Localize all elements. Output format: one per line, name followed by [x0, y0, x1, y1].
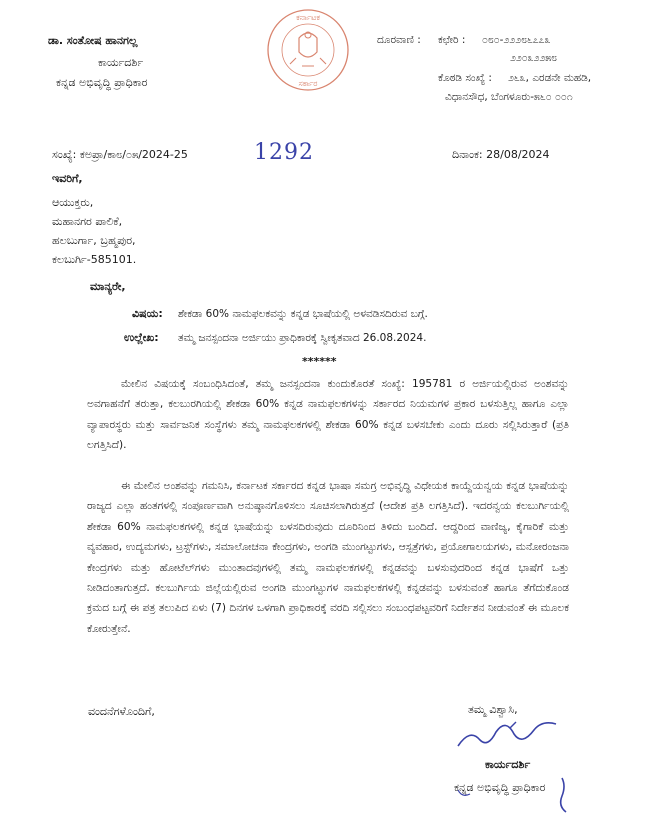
handwritten-reference-number: 1292	[254, 140, 314, 165]
addressee-line: ಮಹಾನಗರ ಪಾಲಿಕೆ,	[52, 215, 123, 228]
phone-number-2: ೨೨೦೩೨೨೫೮	[510, 52, 558, 64]
sender-name: ಡಾ. ಸಂತೋಷ ಹಾನಗಲ್ಲ	[48, 34, 138, 47]
separator: ******	[302, 355, 337, 368]
signature	[452, 718, 562, 754]
subject-label: ವಿಷಯ:	[132, 307, 163, 320]
yours-faithfully: ತಮ್ಮ ವಿಶ್ವಾಸಿ,	[468, 703, 518, 716]
seal-bottom-text: ಸರ್ಕಾರ	[298, 79, 318, 88]
reference-number: ಸಂಖ್ಯೆ: ಕಅಪ್ರಾ/ಕಾ೮/೦೫/2024-25	[52, 148, 188, 161]
address-line: ವಿಧಾನಸೌಧ, ಬೆಂಗಳೂರು-೫೬೦ ೦೦೧	[445, 91, 573, 103]
body-paragraph-1: ಮೇಲಿನ ವಿಷಯಕ್ಕೆ ಸಂಬಂಧಿಸಿದಂತೆ, ತಮ್ಮ ಜನಸ್ಪಂದನಾ ಕುಂದುಕೊರತೆ ಸಂಖ್ಯೆ: 195781 ರ ಅರ್ಜಿಯಲ್ಲಿರುವ ಅಂಶವನ್ನು ಅವಗಾಹನೆಗೆ ತರುತ್ತಾ, ಕಲಬುರಗಿಯಲ್ಲಿ ಶೇಕಡಾ 60% ಕನ್ನಡ ನಾಮಫಲಕಗಳನ್ನು ಸರ್ಕಾರದ ನಿಯಮಗಳ ಪ್ರಕಾರ ಬಳಸುತ್ತಿಲ್ಲ ಹಾಗೂ ಎಲ್ಲಾ ವ್ಯಾಪಾರಸ್ಥರು ಮತ್ತು ಸಾರ್ವಜನಿಕ ಸಂಸ್ಥೆಗಳು ತಮ್ಮ ನಾಮಫಲಕಗಳಲ್ಲಿ ಶೇಕಡಾ 60% ಕನ್ನಡ ಬಳಸಬೇಕು ಎಂದು ದೂರು ಸಲ್ಲಿಸಿರುತ್ತಾರೆ (ಪ್ರತಿ ಲಗತ್ತಿಸಿದೆ).	[87, 378, 569, 452]
phone-number-1: ೦೮೦-೨೨೨೮೬೭೭೩	[482, 34, 551, 46]
letter-date: ದಿನಾಂಕ: 28/08/2024	[452, 148, 550, 161]
seal-top-text: ಕರ್ನಾಟಕ	[296, 13, 320, 22]
body-paragraph-2: ಈ ಮೇಲಿನ ಅಂಶವನ್ನು ಗಮನಿಸಿ, ಕರ್ನಾಟಕ ಸರ್ಕಾರದ ಕನ್ನಡ ಭಾಷಾ ಸಮಗ್ರ ಅಭಿವೃದ್ಧಿ ವಿಧೇಯಕ ಕಾಯ್ದೆಯನ್ವಯ ಕನ್ನಡ ಭಾಷೆಯನ್ನು ರಾಜ್ಯದ ಎಲ್ಲಾ ಹಂತಗಳಲ್ಲಿ ಸಂಪೂರ್ಣವಾಗಿ ಅನುಷ್ಠಾನಗೊಳಿಸಲು ಸೂಚಿಸಲಾಗಿರುತ್ತದೆ (ಆದೇಶ ಪ್ರತಿ ಲಗತ್ತಿಸಿದೆ). ಇದರನ್ವಯ ಕಲಬುರ್ಗಿಯಲ್ಲಿ ಶೇಕಡಾ 60% ನಾಮಫಲಕಗಳಲ್ಲಿ ಕನ್ನಡ ಭಾಷೆಯನ್ನು ಬಳಸದಿರುವುದು ದೂರಿನಿಂದ ತಿಳಿದು ಬಂದಿದೆ. ಆದ್ದರಿಂದ ವಾಣಿಜ್ಯ, ಕೈಗಾರಿಕೆ ಮತ್ತು ವ್ಯವಹಾರ, ಉದ್ಯಮಗಳು, ಟ್ರಸ್ಟ್‌ಗಳು, ಸಮಾಲೋಚನಾ ಕೇಂದ್ರಗಳು, ಅಂಗಡಿ ಮುಂಗಟ್ಟುಗಳು, ಆಸ್ಪತ್ರೆಗಳು, ಪ್ರಯೋಗಾಲಯಗಳು, ಮನೋರಂಜನಾ ಕೇಂದ್ರಗಳು ಮತ್ತು ಹೋಟೆಲ್‌ಗಳು ಮುಂತಾದವುಗಳಲ್ಲಿ ತಮ್ಮ ನಾಮಫಲಕಗಳಲ್ಲಿ ಕನ್ನಡವನ್ನು ಬಳಸುವುದರಿಂದ ಕನ್ನಡ ಭಾಷೆಗೆ ಒತ್ತು ನೀಡಿದಂತಾಗುತ್ತದೆ. ಕಲಬುರ್ಗಿಯ ಜಿಲ್ಲೆಯಲ್ಲಿರುವ ಅಂಗಡಿ ಮುಂಗಟ್ಟುಗಳ ನಾಮಫಲಕಗಳಲ್ಲಿ ಕನ್ನಡವನ್ನು ಬಳಸುವಂತೆ ಹಾಗೂ ತೆಗೆದುಕೊಂಡ ಕ್ರಮದ ಬಗ್ಗೆ ಈ ಪತ್ರ ತಲುಪಿದ ಏಳು (7) ದಿನಗಳ ಒಳಗಾಗಿ ಪ್ರಾಧಿಕಾರಕ್ಕೆ ವರದಿ ಸಲ್ಲಿಸಲು ಸಂಬಂಧಪಟ್ಟವರಿಗೆ ನಿರ್ದೇಶನ ನೀಡುವಂತೆ ಈ ಮೂಲಕ ಕೋರುತ್ತೇನೆ.	[87, 480, 569, 635]
addressee-to: ಇವರಿಗೆ,	[52, 172, 83, 185]
phone-office-label: ಕಛೇರಿ :	[438, 34, 466, 46]
government-seal	[266, 8, 350, 92]
closing: ವಂದನೆಗಳೊಂದಿಗೆ,	[88, 705, 155, 718]
handwritten-mark	[452, 776, 592, 822]
signoff-organization: ಕನ್ನಡ ಅಭಿವೃದ್ಧಿ ಪ್ರಾಧಿಕಾರ	[454, 781, 546, 794]
room-label: ಕೊಠಡಿ ಸಂಖ್ಯೆ :	[438, 72, 492, 84]
addressee-line: ಹಲಬುರ್ಗಾ, ಬ್ರಹ್ಮಪುರ,	[52, 234, 136, 247]
addressee-line: ಆಯುಕ್ತರು,	[52, 196, 94, 209]
reference-text: ತಮ್ಮ ಜನಸ್ಪಂದನಾ ಅರ್ಜಿಯು ಪ್ರಾಧಿಕಾರಕ್ಕೆ ಸ್ವೀಕೃತವಾದ 26.08.2024.	[178, 332, 427, 344]
room-value: ೨೬೩, ಎರಡನೇ ಮಹಡಿ,	[508, 72, 592, 84]
signoff-designation: ಕಾರ್ಯದರ್ಶಿ	[485, 758, 531, 771]
phone-label: ದೂರವಾಣಿ :	[377, 34, 421, 46]
addressee-line: ಕಲಬುರ್ಗಿ-585101.	[52, 253, 137, 266]
reference-label: ಉಲ್ಲೇಖ:	[124, 331, 159, 344]
subject-text: ಶೇಕಡಾ 60% ನಾಮಫಲಕವನ್ನು ಕನ್ನಡ ಭಾಷೆಯಲ್ಲಿ ಅಳವಡಿಸದಿರುವ ಬಗ್ಗೆ.	[178, 308, 428, 320]
salutation: ಮಾನ್ಯರೇ,	[90, 280, 126, 293]
sender-organization: ಕನ್ನಡ ಅಭಿವೃದ್ಧಿ ಪ್ರಾಧಿಕಾರ	[56, 76, 148, 89]
sender-designation: ಕಾರ್ಯದರ್ಶಿ	[98, 56, 144, 69]
